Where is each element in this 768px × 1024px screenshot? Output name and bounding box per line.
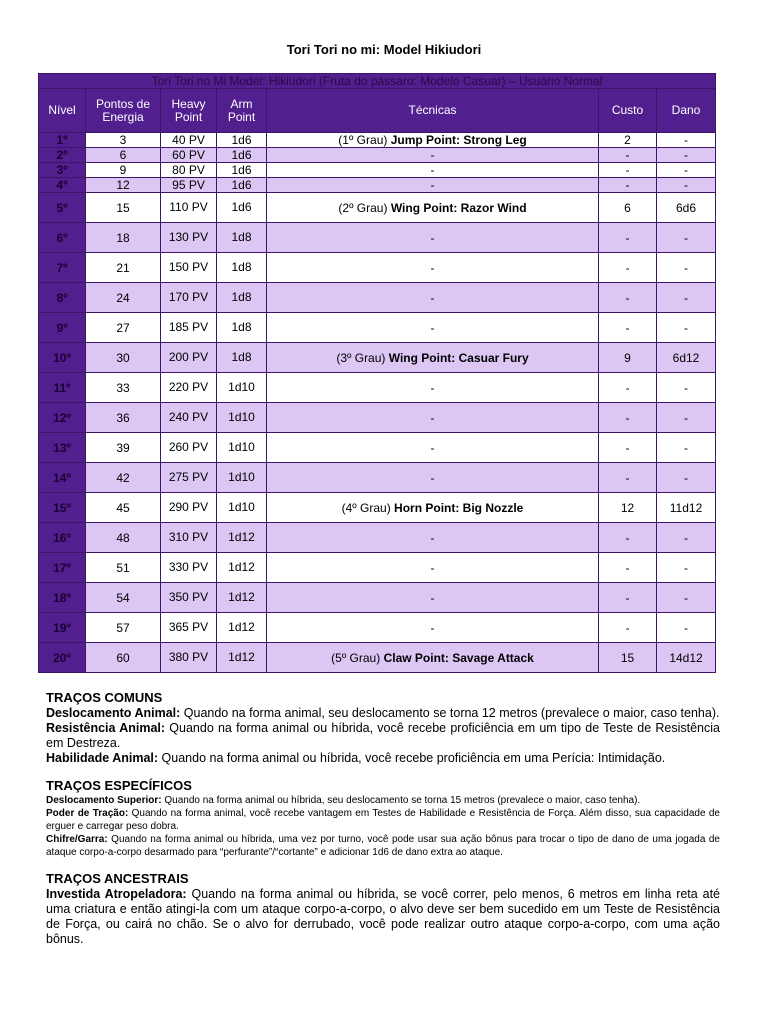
cell-tecnica bbox=[267, 553, 599, 583]
cell-custo: 15 bbox=[599, 643, 657, 673]
cell-arm-point: 1d10 bbox=[217, 493, 267, 523]
cell-custo: 9 bbox=[599, 343, 657, 373]
cell-tecnica bbox=[267, 643, 599, 673]
cell-heavy-point: 310 PV bbox=[161, 523, 217, 553]
cell-arm-point: 1d6 bbox=[217, 193, 267, 223]
tracos-especificos-title: TRAÇOS ESPECÍFICOS bbox=[46, 778, 192, 793]
cell-pontos: 36 bbox=[86, 403, 161, 433]
cell-nivel: 15º bbox=[39, 493, 86, 523]
cell-tecnica bbox=[267, 178, 599, 193]
cell-pontos: 60 bbox=[86, 643, 161, 673]
table-row bbox=[39, 613, 716, 643]
tecnica-nome: - bbox=[430, 147, 435, 162]
cell-custo: - bbox=[599, 148, 657, 163]
tecnica-nome: - bbox=[430, 620, 435, 635]
cell-tecnica bbox=[267, 403, 599, 433]
cell-nivel: 8º bbox=[39, 283, 86, 313]
cell-heavy-point: 365 PV bbox=[161, 613, 217, 643]
trait-item: Poder de Tração: Quando na forma animal, você recebe vantagem em Testes de Habilidade e Resistência de Força. Além disso, sua capacidade de erguer e carregar peso dobra. bbox=[46, 808, 720, 832]
cell-tecnica bbox=[267, 433, 599, 463]
cell-nivel: 19º bbox=[39, 613, 86, 643]
trait-item: Habilidade Animal: Quando na forma animal ou híbrida, você recebe proficiência em uma Perícia: Intimidação. bbox=[46, 751, 666, 765]
cell-arm-point: 1d8 bbox=[217, 343, 267, 373]
trait-item: Investida Atropeladora: Quando na forma animal ou híbrida, se você correr, pelo menos, 6 metros em linha reta até uma criatura e então atingi-la com um ataque corpo-a-corpo, o alvo deve ser bem sucedido em um Teste de Resistência de Força, ou cairá no chão. Se o alvo for derrubado, você pode realizar outro ataque corpo-a-corpo, com uma ação bônus. bbox=[46, 887, 721, 946]
header-pontos-energia: Pontos de Energia bbox=[86, 89, 161, 133]
trait-item: Chifre/Garra: Quando na forma animal ou híbrida, uma vez por turno, você pode usar sua ação bônus para trocar o tipo de dano de uma jogada de ataque corpo-a-corpo desarmado para “perfurante”/“cortante” e adicionar 1d6 de dano extra ao ataque. bbox=[46, 834, 720, 858]
cell-pontos: 6 bbox=[86, 148, 161, 163]
cell-dano: - bbox=[657, 403, 716, 433]
table-row bbox=[39, 283, 716, 313]
cell-dano: 6d6 bbox=[657, 193, 716, 223]
cell-tecnica bbox=[267, 343, 599, 373]
cell-dano: - bbox=[657, 463, 716, 493]
cell-heavy-point: 275 PV bbox=[161, 463, 217, 493]
tecnica-grau: (5º Grau) bbox=[331, 650, 384, 665]
table-caption: Tori Tori no Mi Model: Hikiudori (Fruta do pássaro: Modelo Casuar) – Usuário Normal bbox=[39, 74, 716, 89]
cell-pontos: 24 bbox=[86, 283, 161, 313]
cell-pontos: 18 bbox=[86, 223, 161, 253]
cell-nivel: 20º bbox=[39, 643, 86, 673]
cell-dano: - bbox=[657, 223, 716, 253]
cell-custo: - bbox=[599, 553, 657, 583]
cell-pontos: 54 bbox=[86, 583, 161, 613]
table-row bbox=[39, 193, 716, 223]
cell-nivel: 3º bbox=[39, 163, 86, 178]
cell-pontos: 12 bbox=[86, 178, 161, 193]
cell-nivel: 16º bbox=[39, 523, 86, 553]
header-arm-point: Arm Point bbox=[217, 89, 267, 133]
cell-dano: 6d12 bbox=[657, 343, 716, 373]
tecnica-nome: Wing Point: Razor Wind bbox=[390, 200, 527, 215]
cell-nivel: 13º bbox=[39, 433, 86, 463]
cell-custo: - bbox=[599, 433, 657, 463]
cell-dano: 14d12 bbox=[657, 643, 716, 673]
cell-nivel: 1º bbox=[39, 133, 86, 148]
table-row bbox=[39, 553, 716, 583]
cell-pontos: 39 bbox=[86, 433, 161, 463]
tecnica-nome: - bbox=[430, 470, 435, 485]
cell-nivel: 10º bbox=[39, 343, 86, 373]
cell-custo: - bbox=[599, 373, 657, 403]
cell-nivel: 11º bbox=[39, 373, 86, 403]
cell-dano: - bbox=[657, 553, 716, 583]
cell-arm-point: 1d8 bbox=[217, 253, 267, 283]
tecnica-nome: - bbox=[430, 290, 435, 305]
cell-custo: 2 bbox=[599, 133, 657, 148]
cell-dano: - bbox=[657, 313, 716, 343]
cell-custo: - bbox=[599, 403, 657, 433]
cell-dano: - bbox=[657, 178, 716, 193]
cell-heavy-point: 380 PV bbox=[161, 643, 217, 673]
cell-custo: - bbox=[599, 253, 657, 283]
trait-item: Resistência Animal: Quando na forma animal ou híbrida, você recebe proficiência em um tipo de Teste de Resistência em Destreza. bbox=[46, 721, 720, 750]
cell-pontos: 30 bbox=[86, 343, 161, 373]
table-row bbox=[39, 163, 716, 178]
cell-dano: - bbox=[657, 283, 716, 313]
table-row bbox=[39, 133, 716, 148]
cell-custo: 6 bbox=[599, 193, 657, 223]
cell-heavy-point: 95 PV bbox=[161, 178, 217, 193]
cell-dano: 11d12 bbox=[657, 493, 716, 523]
trait-item: Deslocamento Animal: Quando na forma animal, seu deslocamento se torna 12 metros (prevalece o maior, caso tenha). bbox=[46, 706, 720, 720]
cell-tecnica bbox=[267, 463, 599, 493]
cell-pontos: 21 bbox=[86, 253, 161, 283]
table-row bbox=[39, 178, 716, 193]
cell-tecnica bbox=[267, 313, 599, 343]
table-row bbox=[39, 253, 716, 283]
tecnica-nome: - bbox=[430, 230, 435, 245]
cell-dano: - bbox=[657, 523, 716, 553]
cell-custo: - bbox=[599, 613, 657, 643]
cell-dano: - bbox=[657, 253, 716, 283]
cell-arm-point: 1d8 bbox=[217, 283, 267, 313]
table-row bbox=[39, 493, 716, 523]
tecnica-nome: - bbox=[430, 320, 435, 335]
cell-arm-point: 1d10 bbox=[217, 433, 267, 463]
table-row bbox=[39, 373, 716, 403]
cell-pontos: 45 bbox=[86, 493, 161, 523]
cell-heavy-point: 290 PV bbox=[161, 493, 217, 523]
cell-heavy-point: 260 PV bbox=[161, 433, 217, 463]
table-row bbox=[39, 433, 716, 463]
cell-heavy-point: 170 PV bbox=[161, 283, 217, 313]
cell-pontos: 51 bbox=[86, 553, 161, 583]
tecnica-grau: (3º Grau) bbox=[336, 350, 389, 365]
cell-heavy-point: 185 PV bbox=[161, 313, 217, 343]
cell-arm-point: 1d8 bbox=[217, 313, 267, 343]
tecnica-grau: (1º Grau) bbox=[338, 132, 391, 147]
cell-arm-point: 1d12 bbox=[217, 553, 267, 583]
header-custo: Custo bbox=[599, 89, 657, 133]
cell-pontos: 57 bbox=[86, 613, 161, 643]
cell-tecnica bbox=[267, 373, 599, 403]
cell-nivel: 9º bbox=[39, 313, 86, 343]
cell-heavy-point: 40 PV bbox=[161, 133, 217, 148]
cell-tecnica bbox=[267, 493, 599, 523]
cell-heavy-point: 220 PV bbox=[161, 373, 217, 403]
cell-pontos: 42 bbox=[86, 463, 161, 493]
tecnica-nome: - bbox=[430, 590, 435, 605]
cell-pontos: 9 bbox=[86, 163, 161, 178]
cell-nivel: 14º bbox=[39, 463, 86, 493]
cell-custo: - bbox=[599, 313, 657, 343]
cell-pontos: 27 bbox=[86, 313, 161, 343]
header-heavy-point: Heavy Point bbox=[161, 89, 217, 133]
cell-tecnica bbox=[267, 583, 599, 613]
tracos-ancestrais-title: TRAÇOS ANCESTRAIS bbox=[46, 871, 189, 886]
cell-arm-point: 1d12 bbox=[217, 583, 267, 613]
cell-tecnica bbox=[267, 148, 599, 163]
table-row bbox=[39, 148, 716, 163]
cell-heavy-point: 130 PV bbox=[161, 223, 217, 253]
cell-custo: 12 bbox=[599, 493, 657, 523]
cell-arm-point: 1d6 bbox=[217, 178, 267, 193]
cell-pontos: 3 bbox=[86, 133, 161, 148]
cell-dano: - bbox=[657, 133, 716, 148]
table-row bbox=[39, 223, 716, 253]
cell-nivel: 7º bbox=[39, 253, 86, 283]
cell-arm-point: 1d12 bbox=[217, 613, 267, 643]
cell-heavy-point: 240 PV bbox=[161, 403, 217, 433]
cell-pontos: 15 bbox=[86, 193, 161, 223]
cell-nivel: 17º bbox=[39, 553, 86, 583]
cell-dano: - bbox=[657, 373, 716, 403]
table-row bbox=[39, 583, 716, 613]
header-tecnicas: Técnicas bbox=[267, 89, 599, 133]
tecnica-nome: Claw Point: Savage Attack bbox=[383, 650, 534, 665]
header-dano: Dano bbox=[657, 89, 716, 133]
tracos-comuns-title: TRAÇOS COMUNS bbox=[46, 690, 163, 705]
traits-section bbox=[46, 690, 720, 947]
header-nivel: Nível bbox=[39, 89, 86, 133]
cell-custo: - bbox=[599, 223, 657, 253]
cell-heavy-point: 80 PV bbox=[161, 163, 217, 178]
cell-arm-point: 1d6 bbox=[217, 133, 267, 148]
table-row bbox=[39, 343, 716, 373]
tecnica-nome: - bbox=[430, 440, 435, 455]
cell-arm-point: 1d6 bbox=[217, 148, 267, 163]
cell-nivel: 4º bbox=[39, 178, 86, 193]
cell-nivel: 2º bbox=[39, 148, 86, 163]
cell-arm-point: 1d10 bbox=[217, 463, 267, 493]
cell-arm-point: 1d12 bbox=[217, 523, 267, 553]
cell-arm-point: 1d12 bbox=[217, 643, 267, 673]
cell-dano: - bbox=[657, 613, 716, 643]
cell-pontos: 48 bbox=[86, 523, 161, 553]
cell-tecnica bbox=[267, 523, 599, 553]
cell-dano: - bbox=[657, 433, 716, 463]
cell-arm-point: 1d8 bbox=[217, 223, 267, 253]
document-title: Tori Tori no mi: Model Hikiudori bbox=[286, 42, 482, 57]
tecnica-grau: (4º Grau) bbox=[341, 500, 395, 515]
tecnica-nome: - bbox=[430, 177, 435, 192]
cell-custo: - bbox=[599, 523, 657, 553]
cell-tecnica bbox=[267, 133, 599, 148]
cell-dano: - bbox=[657, 583, 716, 613]
trait-item: Deslocamento Superior: Quando na forma animal ou híbrida, seu deslocamento se torna 15 metros (prevalece o maior, caso tenha). bbox=[46, 795, 641, 806]
cell-tecnica bbox=[267, 163, 599, 178]
tecnica-nome: - bbox=[430, 380, 435, 395]
cell-heavy-point: 350 PV bbox=[161, 583, 217, 613]
tecnica-nome: - bbox=[430, 410, 435, 425]
cell-pontos: 33 bbox=[86, 373, 161, 403]
cell-heavy-point: 200 PV bbox=[161, 343, 217, 373]
cell-tecnica bbox=[267, 193, 599, 223]
table-row bbox=[39, 403, 716, 433]
cell-heavy-point: 110 PV bbox=[161, 193, 217, 223]
cell-custo: - bbox=[599, 178, 657, 193]
cell-nivel: 18º bbox=[39, 583, 86, 613]
cell-tecnica bbox=[267, 613, 599, 643]
table-row bbox=[39, 313, 716, 343]
tecnica-nome: Horn Point: Big Nozzle bbox=[394, 500, 524, 515]
cell-nivel: 6º bbox=[39, 223, 86, 253]
cell-arm-point: 1d6 bbox=[217, 163, 267, 178]
cell-custo: - bbox=[599, 463, 657, 493]
table-row bbox=[39, 523, 716, 553]
tecnica-nome: Wing Point: Casuar Fury bbox=[388, 350, 529, 365]
cell-nivel: 12º bbox=[39, 403, 86, 433]
tecnica-nome: - bbox=[430, 162, 435, 177]
progression-table bbox=[38, 73, 716, 673]
tecnica-nome: - bbox=[430, 530, 435, 545]
cell-tecnica bbox=[267, 223, 599, 253]
tecnica-grau: (2º Grau) bbox=[338, 200, 391, 215]
cell-arm-point: 1d10 bbox=[217, 373, 267, 403]
cell-nivel: 5º bbox=[39, 193, 86, 223]
cell-dano: - bbox=[657, 148, 716, 163]
table-row bbox=[39, 463, 716, 493]
cell-custo: - bbox=[599, 583, 657, 613]
cell-heavy-point: 60 PV bbox=[161, 148, 217, 163]
cell-tecnica bbox=[267, 283, 599, 313]
cell-custo: - bbox=[599, 283, 657, 313]
table-row bbox=[39, 643, 716, 673]
cell-heavy-point: 150 PV bbox=[161, 253, 217, 283]
cell-tecnica bbox=[267, 253, 599, 283]
tecnica-nome: - bbox=[430, 260, 435, 275]
cell-dano: - bbox=[657, 163, 716, 178]
cell-arm-point: 1d10 bbox=[217, 403, 267, 433]
tecnica-nome: - bbox=[430, 560, 435, 575]
tecnica-nome: Jump Point: Strong Leg bbox=[390, 132, 527, 147]
cell-heavy-point: 330 PV bbox=[161, 553, 217, 583]
cell-custo: - bbox=[599, 163, 657, 178]
